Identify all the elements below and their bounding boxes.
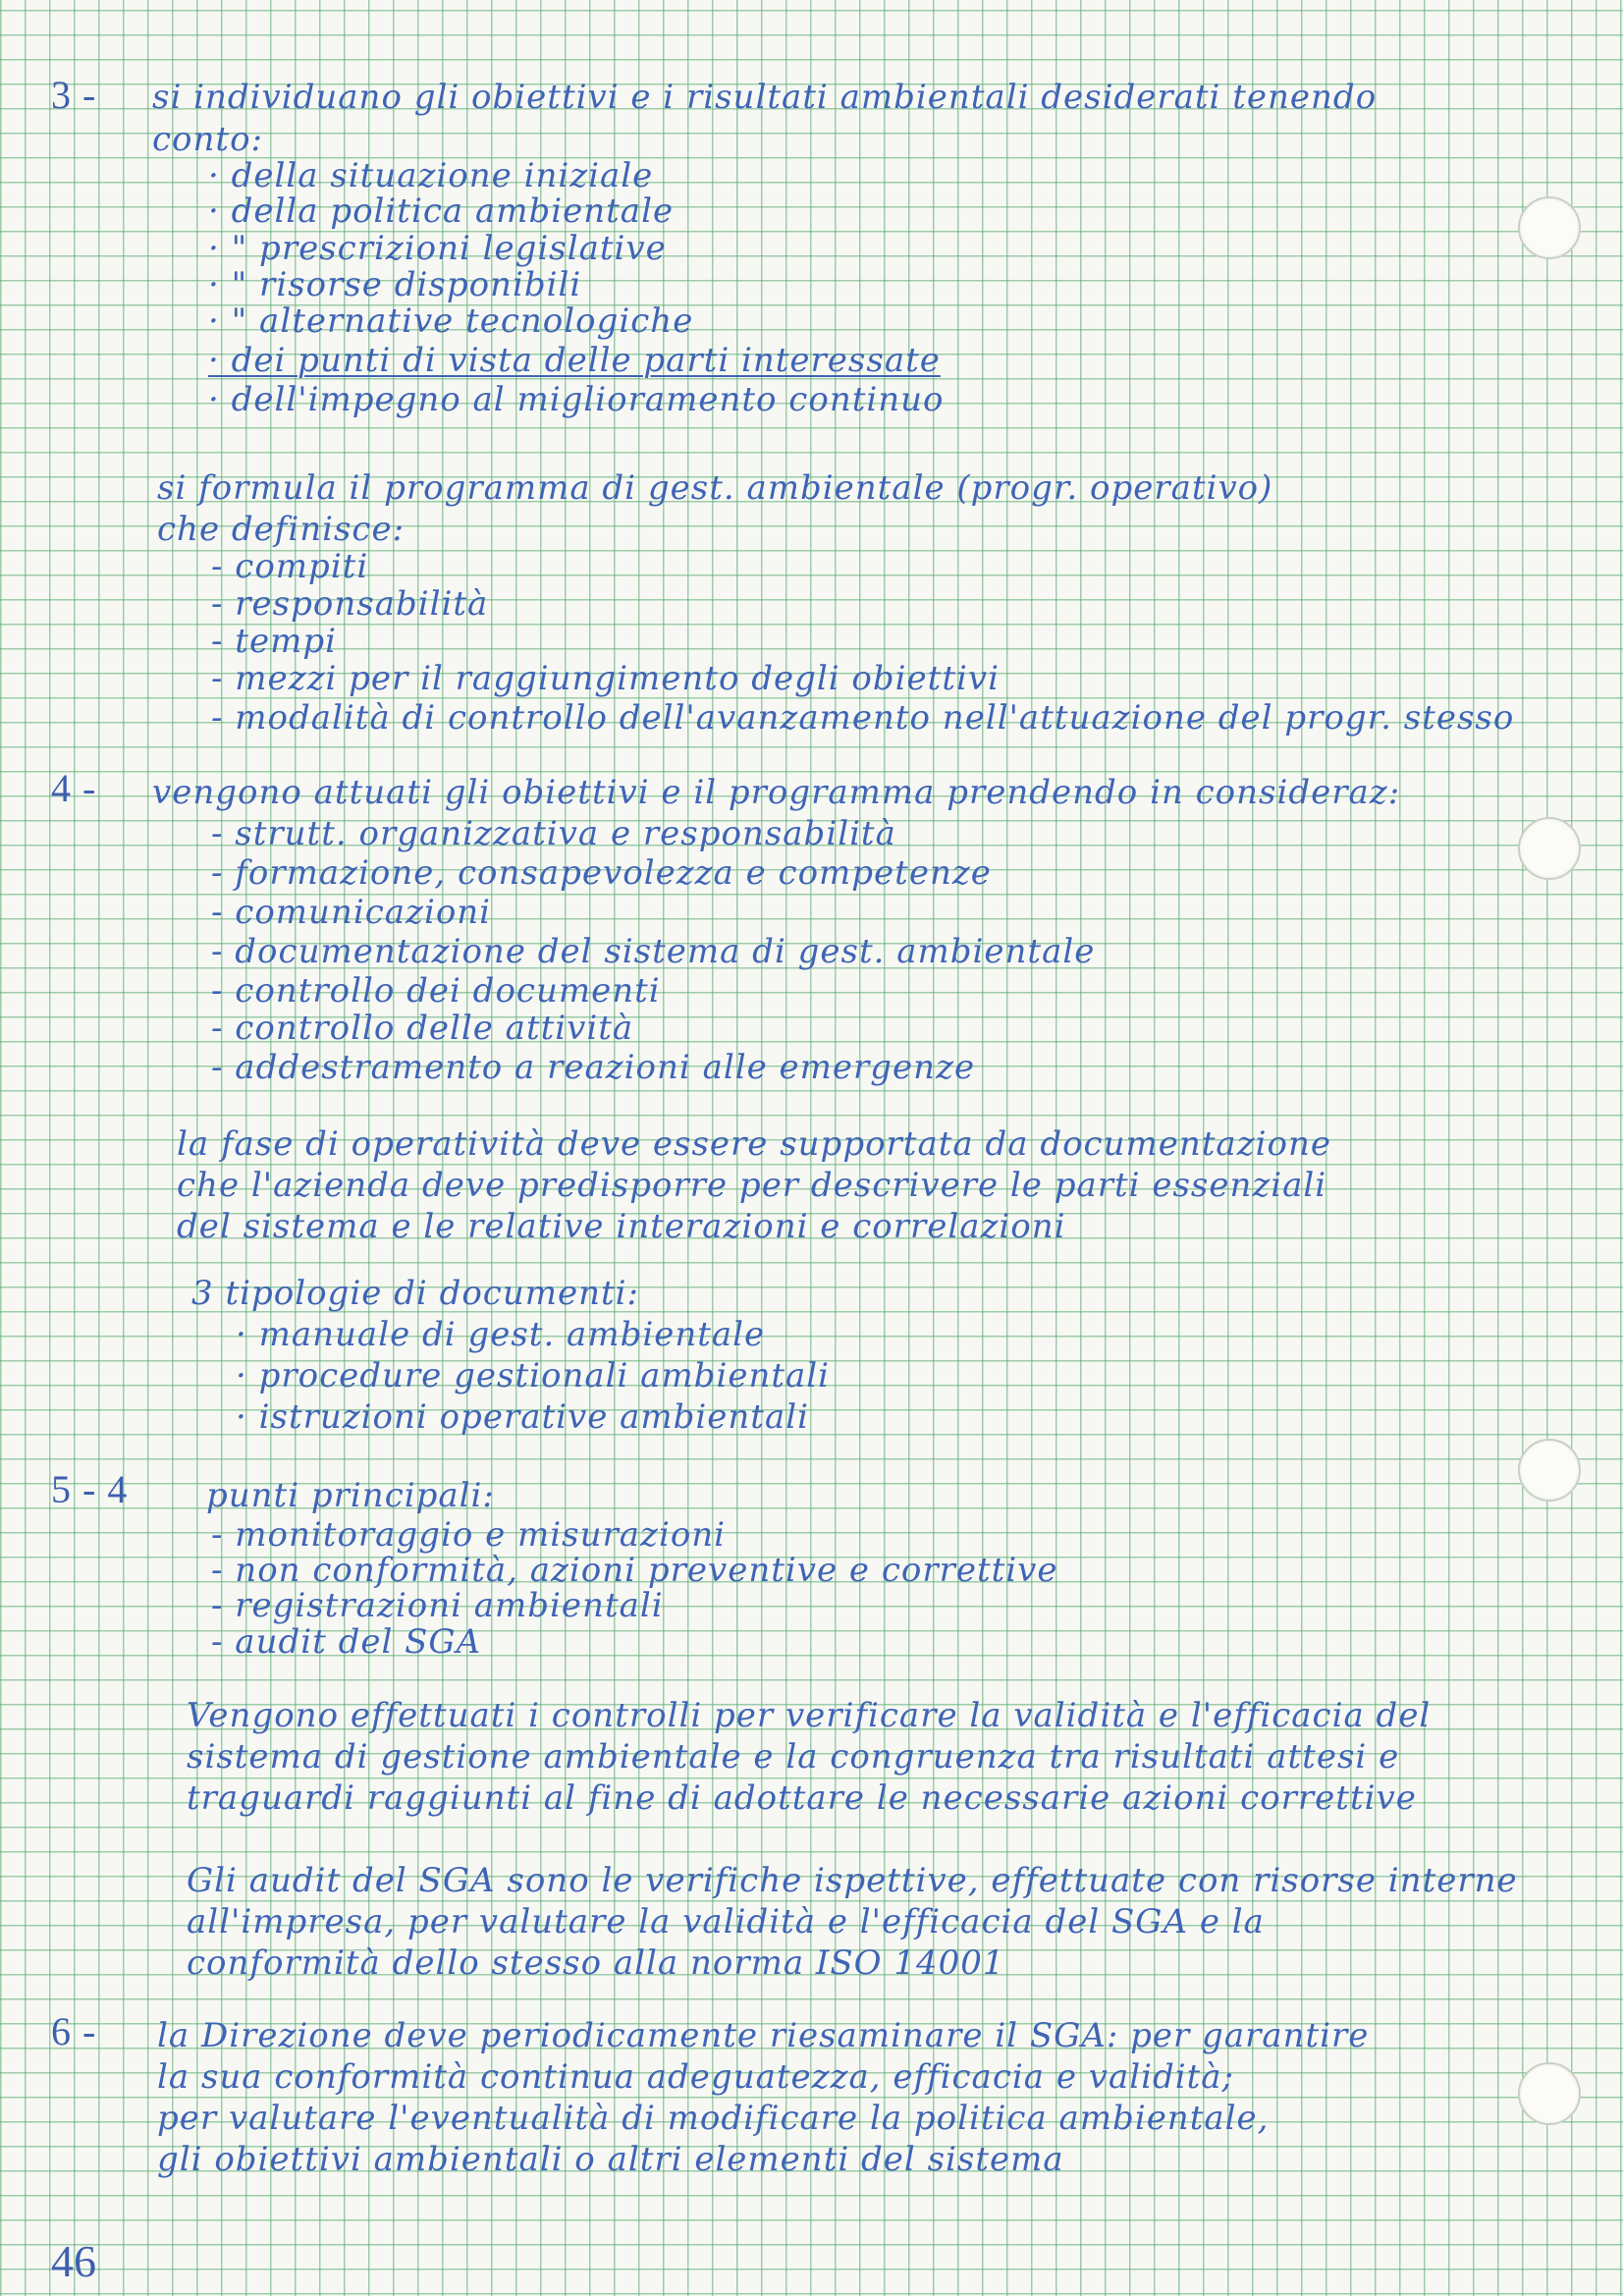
note-line: - modalità di controllo dell'avanzamento nell'attuazione del progr. stesso [211,698,1515,738]
note-line: sistema di gestione ambientale e la congruenza tra risultati attesi e [187,1737,1400,1777]
note-line: conto: [152,120,263,159]
note-line: - mezzi per il raggiungimento degli obiettivi [211,659,1000,698]
note-line: che l'azienda deve predisporre per descrivere le parti essenziali [177,1166,1327,1205]
section-number: 4 - [51,766,97,810]
note-line: · " alternative tecnologiche [208,301,694,341]
note-line: che definisce: [157,510,406,549]
note-line: · istruzioni operative ambientali [236,1397,809,1437]
note-line: · della situazione iniziale [208,156,654,195]
note-line: conformità dello stesso alla norma ISO 14001 [187,1943,1005,1983]
note-line: - audit del SGA [211,1622,482,1662]
section-number: 5 - 4 [51,1467,129,1511]
note-line: vengono attuati gli obiettivi e il programma prendendo in consideraz: [152,773,1401,812]
note-line: · " prescrizioni legislative [208,229,667,268]
note-line: all'impresa, per valutare la validità e l'efficacia del SGA e la [187,1902,1265,1941]
note-line: per valutare l'eventualità di modificare la politica ambientale, [157,2099,1270,2138]
note-line: - addestramento a reazioni alle emergenze [211,1048,976,1087]
note-line: - documentazione del sistema di gest. ambientale [211,932,1096,971]
section-number: 3 - [51,73,97,117]
note-line: · della politica ambientale [208,191,675,231]
note-line: · dell'impegno al miglioramento continuo [208,380,945,419]
note-line: · procedure gestionali ambientali [236,1356,831,1395]
note-line: - formazione, consapevolezza e competenze [211,853,992,893]
note-line: traguardi raggiunti al fine di adottare le necessarie azioni correttive [187,1778,1417,1818]
note-line: · manuale di gest. ambientale [236,1315,766,1354]
note-line: la sua conformità continua adeguatezza, efficacia e validità; [157,2057,1235,2097]
note-line: si individuano gli obiettivi e i risultati ambientali desiderati tenendo [152,78,1378,117]
note-line: Gli audit del SGA sono le verifiche ispettive, effettuate con risorse interne [187,1861,1518,1900]
note-line: - tempi [211,622,337,661]
note-line: gli obiettivi ambientali o altri elementi del sistema [157,2140,1064,2179]
note-line: 3 tipologie di documenti: [191,1274,639,1313]
note-line: si formula il programma di gest. ambientale (progr. operativo) [157,468,1273,508]
note-line: Vengono effettuati i controlli per verificare la validità e l'efficacia del [187,1696,1432,1735]
page-number: 46 [51,2236,96,2286]
note-line: la fase di operatività deve essere supportata da documentazione [177,1124,1331,1164]
note-line: - comunicazioni [211,893,492,932]
note-line: - compiti [211,547,369,586]
section-number: 6 - [51,2009,97,2053]
note-line: punti principali: [206,1476,495,1515]
note-line: - registrazioni ambientali [211,1586,664,1625]
note-line: - controllo dei documenti [211,971,661,1011]
note-line: - strutt. organizzativa e responsabilità [211,814,896,853]
note-line: del sistema e le relative interazioni e correlazioni [177,1207,1066,1246]
note-line: - controllo delle attività [211,1009,634,1048]
note-line: - responsabilità [211,584,489,624]
note-line: la Direzione deve periodicamente riesaminare il SGA: per garantire [157,2016,1370,2055]
note-line: - non conformità, azioni preventive e correttive [211,1551,1058,1590]
note-line: · " risorse disponibili [208,265,582,304]
note-line: - monitoraggio e misurazioni [211,1515,727,1555]
note-line: · dei punti di vista delle parti interessate [208,341,941,380]
